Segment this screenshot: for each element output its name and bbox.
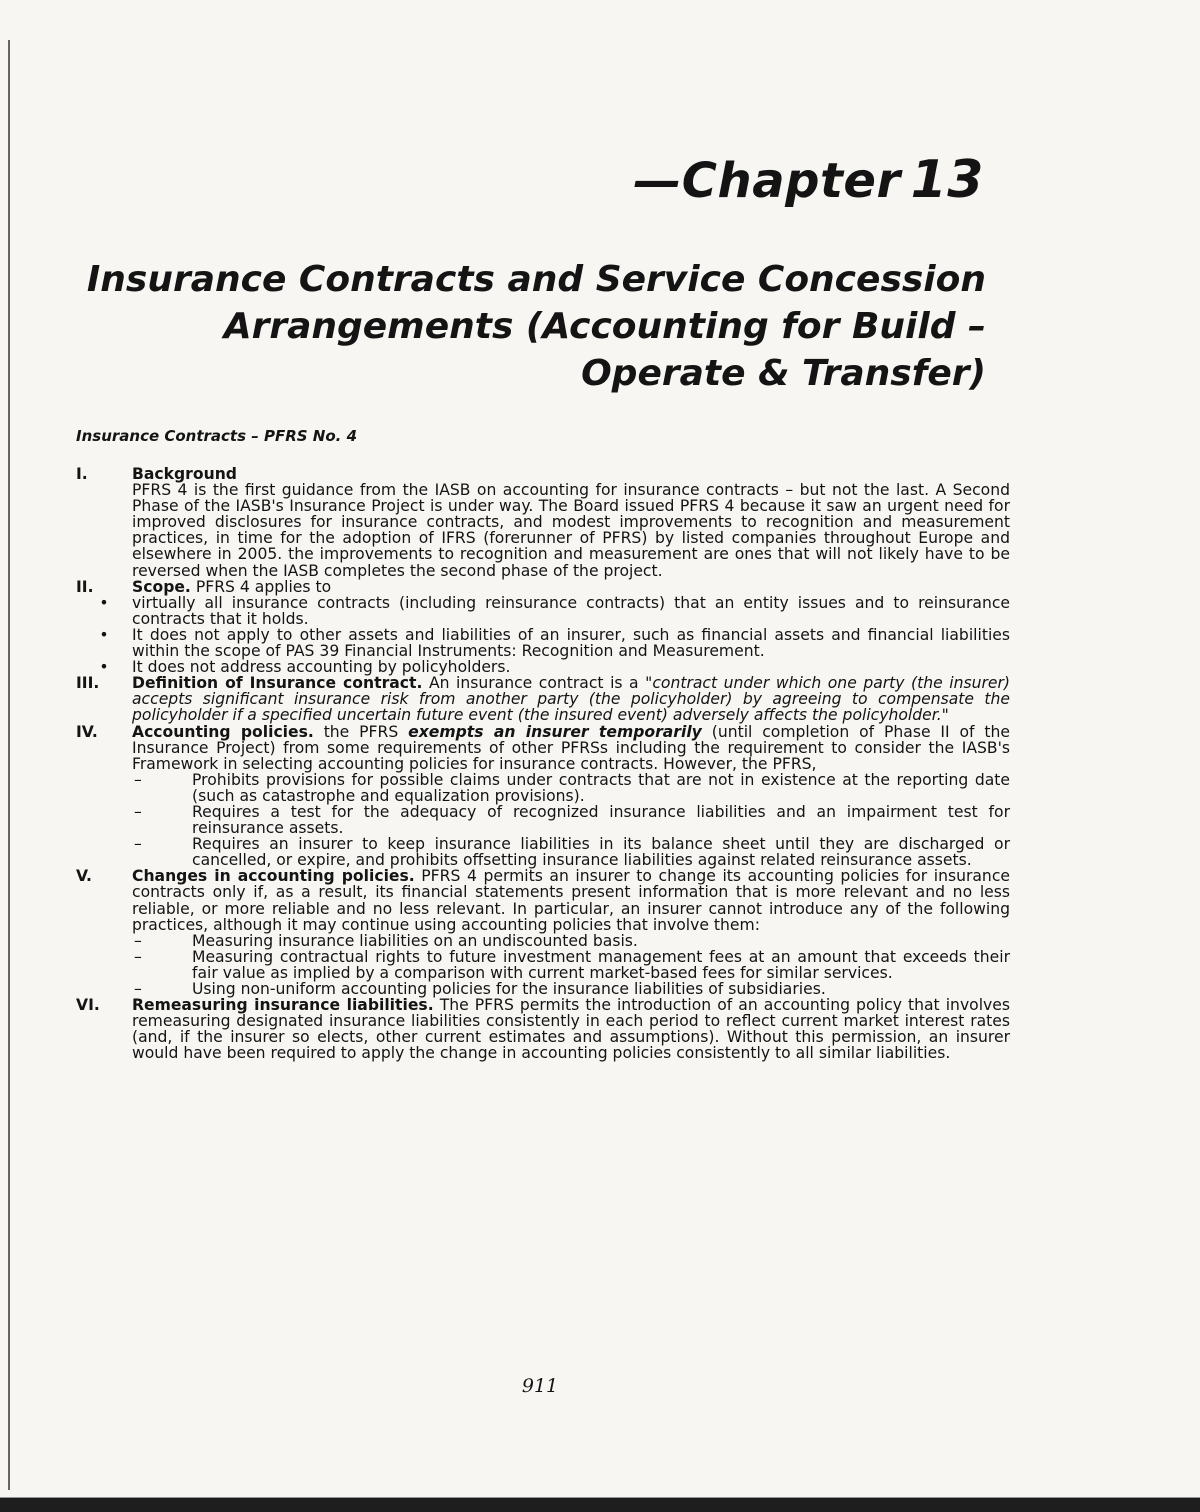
section-heading: Definition of Insurance contract. [132, 674, 423, 693]
chapter-title [86, 256, 986, 397]
list-item: – Measuring contractual rights to future investment management fees at an amount that exceeds their fair value as implied by a comparison with current market-based fees for similar services. [134, 947, 1010, 982]
section-heading: Changes in accounting policies. [132, 867, 415, 886]
body-content [76, 466, 1010, 1061]
section-definition [76, 675, 1010, 723]
section-marker: V. [76, 867, 92, 886]
section-marker: VI. [76, 996, 100, 1015]
section-marker: III. [76, 674, 100, 693]
list-item: – Measuring insurance liabilities on an undiscounted basis. [134, 931, 638, 950]
title-line: Operate & Transfer) [581, 353, 986, 394]
section-text: PFRS 4 permits an insurer to change its accounting policies for insurance contracts only if, as a result, its financial statements present information that is more relevant and no less reliable, or more reliable and no less relevant. In particular, an insurer cannot introduce any of the following practices, although it may continue using accounting policies that involve them: [132, 867, 1010, 934]
section-marker: II. [76, 577, 94, 596]
section-text: PFRS 4 is the first guidance from the IASB on accounting for insurance contracts – but not the last. A Second Phase of the IASB's Insurance Project is under way. The Board issued PFRS 4 because it saw an urgent need for improved disclosures for insurance contracts, and modest improvements to recognition and measurement practices, in time for the adoption of IFRS (forerunner of PFRS) by listed companies throughout Europe and elsewhere in 2005. the improvements to recognition and measurement are ones that will not likely have to be reversed when the IASB completes the second phase of the project. [132, 481, 1010, 580]
section-text: PFRS 4 applies to [195, 577, 332, 596]
title-line: Arrangements (Accounting for Build – [223, 306, 986, 347]
list-item: • virtually all insurance contracts (including reinsurance contracts) that an entity issues and to reinsurance contracts that it holds. [76, 595, 1010, 627]
definition-quote: "contract under which one party (the insurer) accepts significant insurance risk from another party (the policyholder) by agreeing to compensate the policyholder if a specified uncertain future event (the insured event) adversely affects the policyholder." [132, 674, 1010, 725]
chapter-label: —Chapter [633, 153, 901, 209]
bullet-icon: • [99, 625, 109, 644]
bullet-icon: • [99, 658, 109, 677]
section-changes [76, 868, 1010, 932]
section-remeasuring [76, 997, 1010, 1061]
scan-bottom-edge [0, 1498, 1200, 1512]
dash-icon: – [134, 980, 142, 998]
title-line: Insurance Contracts and Service Concession [86, 259, 986, 300]
list-item: – Requires an insurer to keep insurance liabilities in its balance sheet until they are discharged or cancelled, or expire, and prohibits offsetting insurance liabilities against related reinsurance assets. [134, 835, 1010, 870]
section-background [76, 466, 1010, 579]
section-heading: Accounting policies. [132, 722, 314, 741]
dash-icon: – [134, 947, 142, 966]
section-subheading: Insurance Contracts – PFRS No. 4 [76, 427, 358, 445]
emphasis-text: exempts an insurer temporarily [408, 722, 702, 741]
section-scope [76, 579, 1010, 595]
dash-icon: – [134, 931, 142, 950]
section-heading: Remeasuring insurance liabilities. [132, 996, 434, 1015]
section-marker: I. [76, 465, 88, 483]
list-item: – Requires a test for the adequacy of recognized insurance liabilities and an impairment test for reinsurance assets. [134, 802, 1010, 838]
chapter-number: 13 [910, 150, 984, 210]
scan-left-edge [8, 40, 10, 1490]
section-text: An insurance contract is a [428, 674, 639, 693]
bullet-icon: • [99, 593, 109, 612]
page-number: 911 [521, 1375, 559, 1397]
section-text: the PFRS [323, 722, 399, 741]
list-item: – Prohibits provisions for possible claims under contracts that are not in existence at the reporting date (such as catastrophe and equalization provisions). [134, 770, 1010, 805]
list-item: – Using non-uniform accounting policies for the insurance liabilities of subsidiaries. [134, 980, 826, 998]
dash-icon: – [134, 770, 142, 789]
list-item: • It does not apply to other assets and liabilities of an insurer, such as financial assets and financial liabilities within the scope of PAS 39 Financial Instruments: Recognition and Measurement. [76, 627, 1010, 659]
list-item: • It does not address accounting by policyholders. [76, 659, 1010, 675]
section-marker: IV. [76, 722, 98, 741]
section-accounting-policies [76, 724, 1010, 772]
dash-icon: – [134, 802, 142, 821]
dash-icon: – [134, 835, 142, 854]
chapter-heading [633, 150, 984, 210]
section-text: The PFRS permits the introduction of an accounting policy that involves remeasuring designated insurance liabilities consistently in each period to reflect current market interest rates (and, if the insurer so elects, other current estimates and assumptions). Without this permission, an insurer would have been required to apply the change in accounting policies consistently to all similar liabilities. [132, 996, 1010, 1063]
section-text: (until completion of Phase II of the Insurance Project) from some requirements of other PFRSs including the requirement to consider the IASB's Framework in selecting accounting policies for insurance contracts. However, the PFRS, [132, 722, 1010, 773]
section-heading: Background [132, 465, 237, 483]
section-heading: Scope. [132, 577, 191, 596]
